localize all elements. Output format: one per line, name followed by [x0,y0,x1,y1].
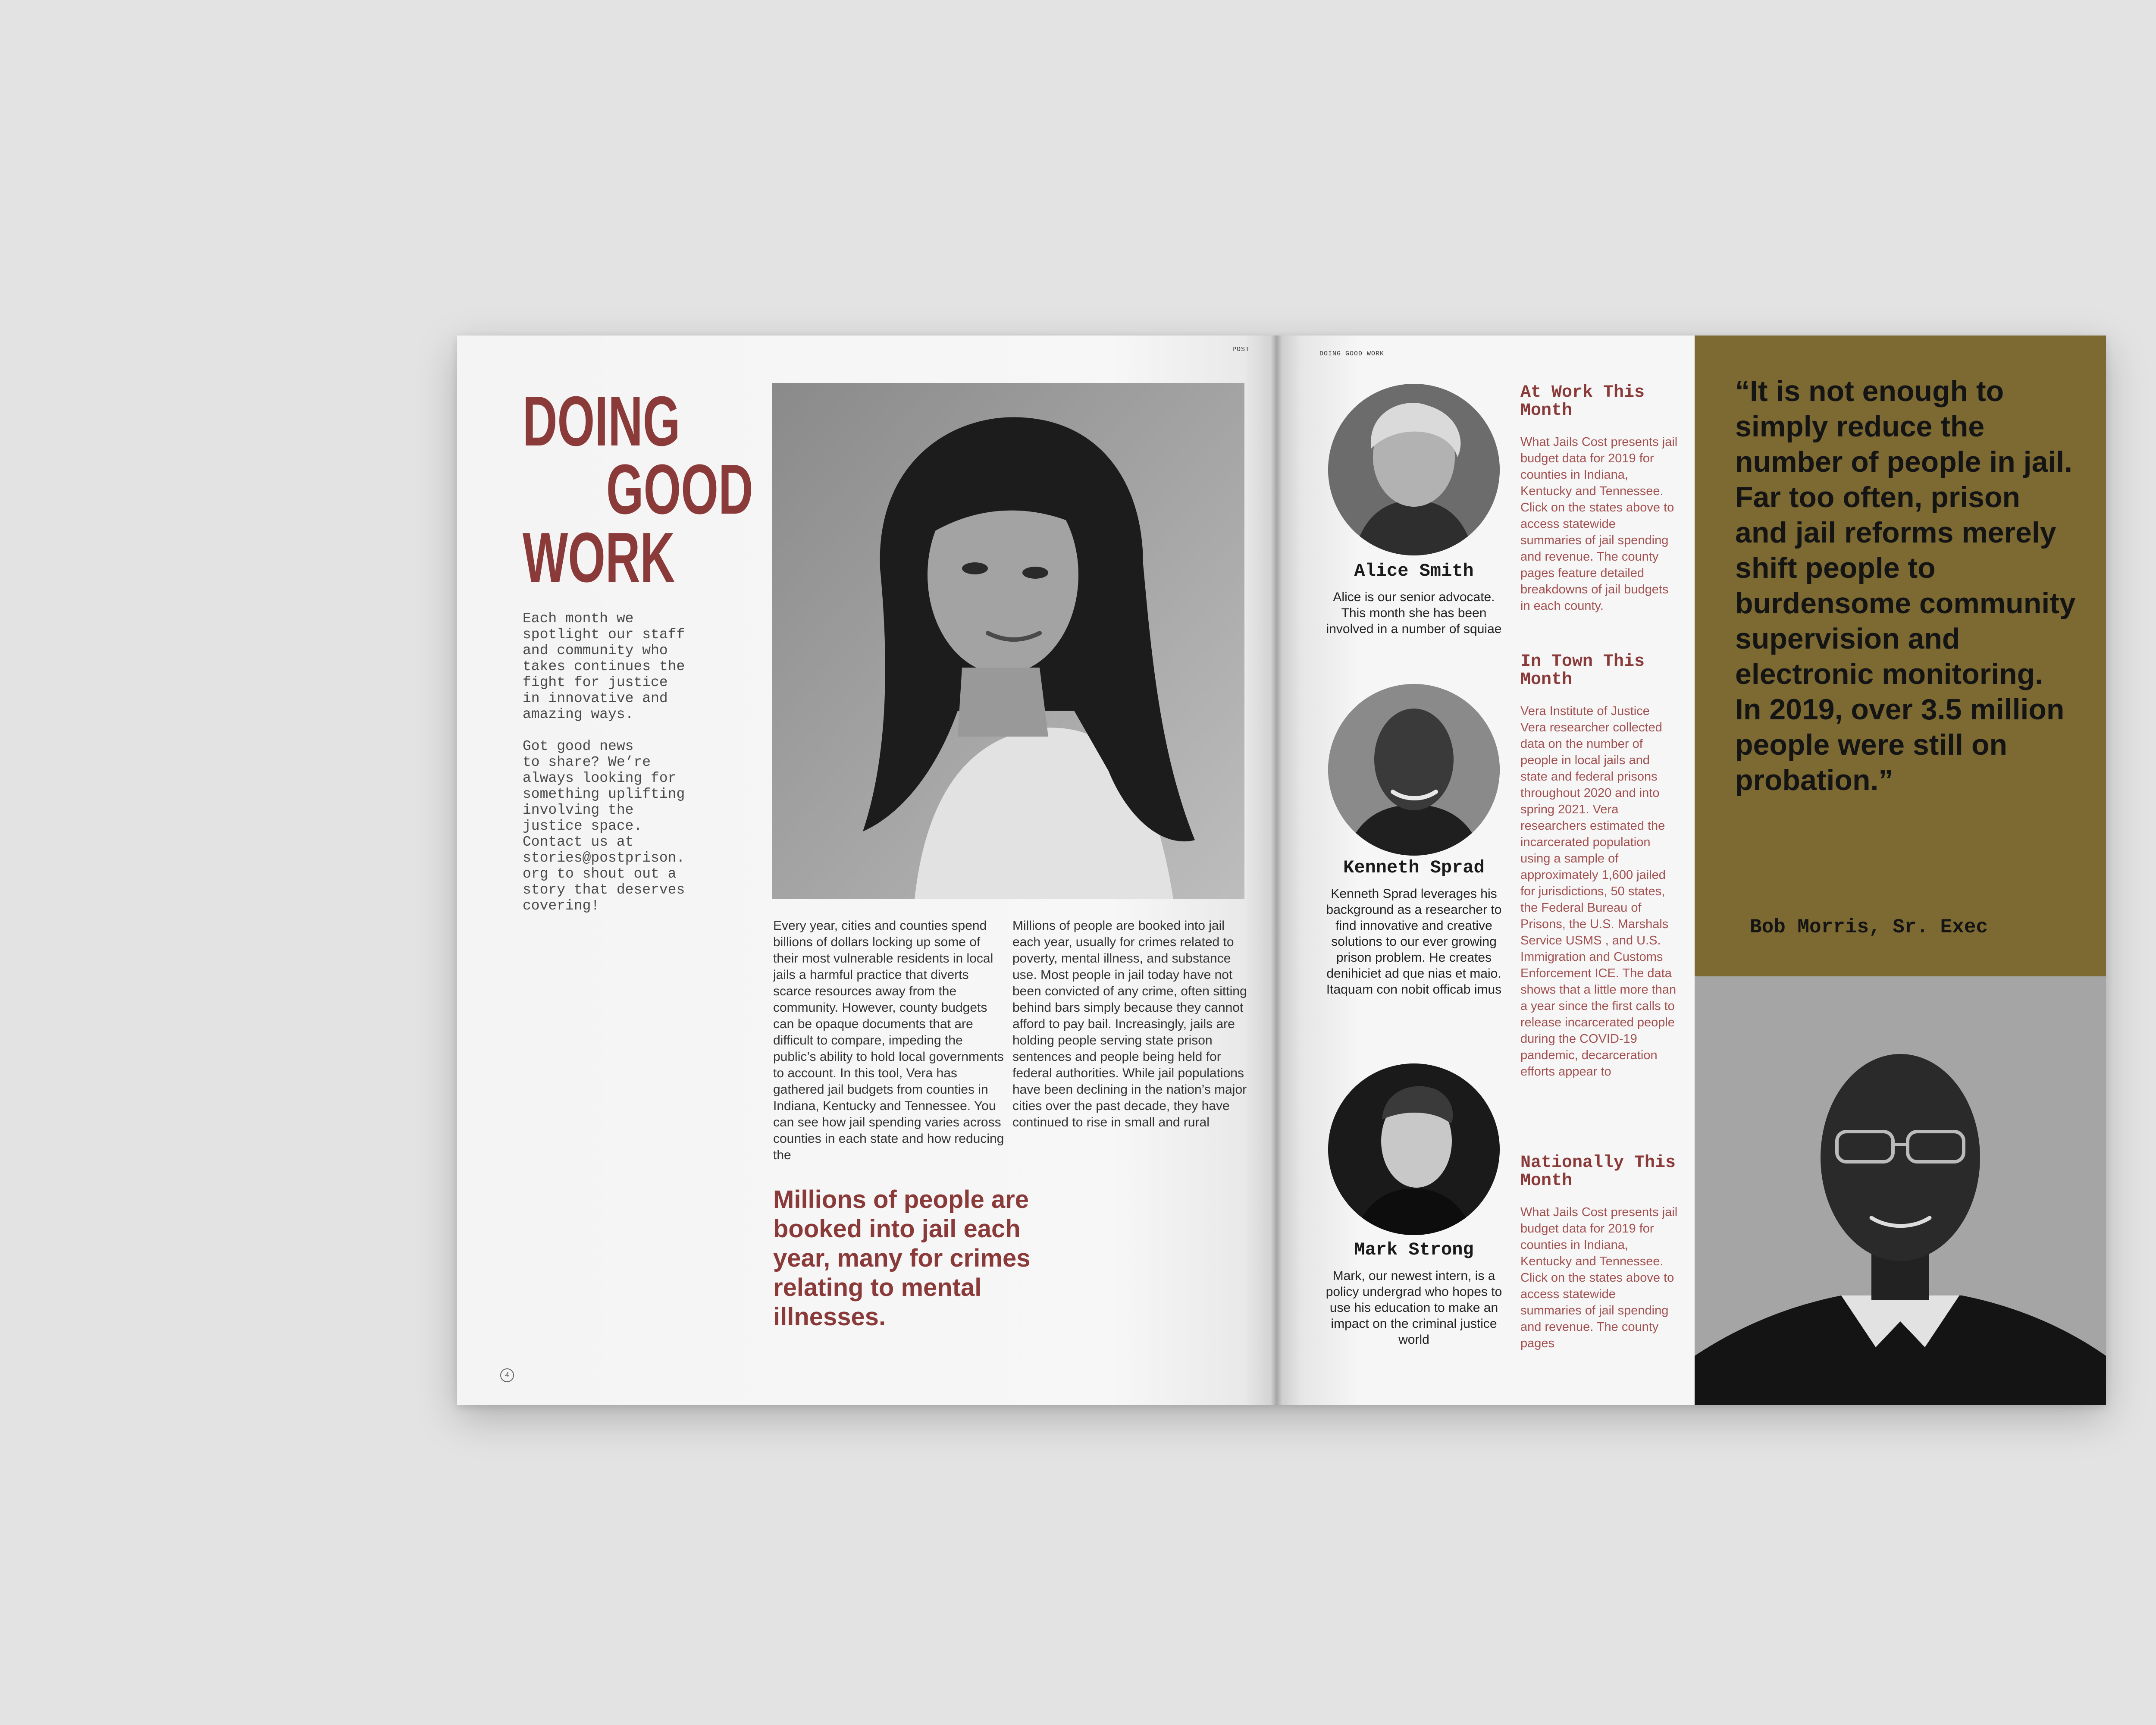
section-text: What Jails Cost presents jail budget data for 2019 for counties in Indiana, Kentucky and Tennessee. Click on the states above to access statewide summaries of jail spending and revenue. The county pages feature detailed breakdowns of jail budgets in each county. [1520,435,1678,613]
person-name: Kenneth Sprad [1343,857,1485,878]
left-page [457,336,1276,1405]
running-head: POST [1232,346,1250,353]
magazine-spread [457,336,2106,1405]
avatar [1328,684,1500,856]
avatar [1328,384,1500,555]
portrait-image [1695,976,2106,1405]
person-name: Mark Strong [1354,1239,1474,1260]
page-number: 4 [500,1368,514,1382]
section-text: Vera Institute of Justice Vera researcher collected data on the number of people in local jails and state and federal prisons throughout 2020 and into spring 2021. Vera researchers estimated the incarcerated population using a sample of approximately 1,600 jailed for jurisdictions, 50 states, the Federal Bureau of Prisons, the U.S. Marshals Service USMS , and U.S. Immigration and Customs Enforcement ICE. The data shows that a little more than a year since the first calls to release incarcerated people during the COVID-19 pandemic, decarceration efforts appear to [1520,704,1677,1079]
avatar-image [1328,1063,1500,1235]
title-line: GOOD [606,450,753,529]
page-title [523,382,753,597]
body-columns [773,918,1247,1164]
person-description: Alice is our senior advocate. This month she has been involved in a number of squiae [1326,590,1502,636]
title-line: DOING [523,382,680,461]
quote-panel [1695,336,2106,976]
person-name: Alice Smith [1354,561,1474,581]
section-heading: Nationally This Month [1520,1153,1676,1191]
section-heading: In Town This Month [1520,652,1645,690]
running-head: DOING GOOD WORK [1319,350,1385,358]
avatar [1328,1063,1500,1235]
section-text: What Jails Cost presents jail budget data for 2019 for counties in Indiana, Kentucky and Tennessee. Click on the states above to access statewide summaries of jail spending and revenue. The county pages [1520,1205,1678,1350]
hero-portrait-photo [772,383,1244,899]
person-description: Mark, our newest intern, is a policy undergrad who hopes to use his education to make an impact on the criminal justice world [1326,1269,1502,1347]
title-line: WORK [523,518,675,597]
avatar-image [1328,684,1500,856]
person-description: Kenneth Sprad leverages his background as a researcher to find innovative and creative solutions to our ever growing prison problem. He creates denihiciet ad que nias et maio. Itaquam con nobit officab imus [1326,887,1502,997]
body-column: Every year, cities and counties spend billions of dollars locking up some of their most vulnerable residents in local jails a harmful practice that diverts scarce resources away from the community. However, county budgets can be opaque documents that are difficult to compare, impeding the public’s ability to hold local governments to account. In this tool, Vera has gathered jail budgets from counties in Indiana, Kentucky and Tennessee. You can see how jail spending varies across counties in each state and how reducing the [773,919,1004,1162]
hero-portrait-image [772,383,1244,899]
intro-text [523,611,704,930]
quote-author: Bob Morris, Sr. Exec [1750,916,1988,938]
feature-quote: “It is not enough to simply reduce the number of people in jail. Far too often, prison and jail reforms merely shift people to burdensome community supervision and electronic monitoring. In 2019, over 3.5 million people were still on probation.” [1735,375,2076,797]
intro-paragraph: Got good news to share? We’re always looking for something uplifting involving the justice space. Contact us at stories@postprison. org to shout out a story that deserves covering! [523,738,685,914]
right-page [1276,336,2106,1405]
pull-quote: Millions of people are booked into jail each year, many for crimes relating to mental illnesses. [773,1186,1031,1331]
bob-morris-portrait-photo [1695,976,2106,1405]
body-column: Millions of people are booked into jail each year, usually for crimes related to poverty, mental illness, and substance use. Most people in jail today have not been convicted of any crime, often sitting behind bars simply because they cannot afford to pay bail. Increasingly, jails are holding people serving state prison sentences and people being held for federal authorities. While jail populations have been declining in the nation’s major cities over the past decade, they have continued to rise in small and rural [1012,919,1247,1129]
section-heading: At Work This Month [1520,383,1645,420]
intro-paragraph: Each month we spotlight our staff and community who takes continues the fight for justice in innovative and amazing ways. [523,611,685,722]
spine-shadow [1271,336,1282,1405]
avatar-image [1328,384,1500,555]
